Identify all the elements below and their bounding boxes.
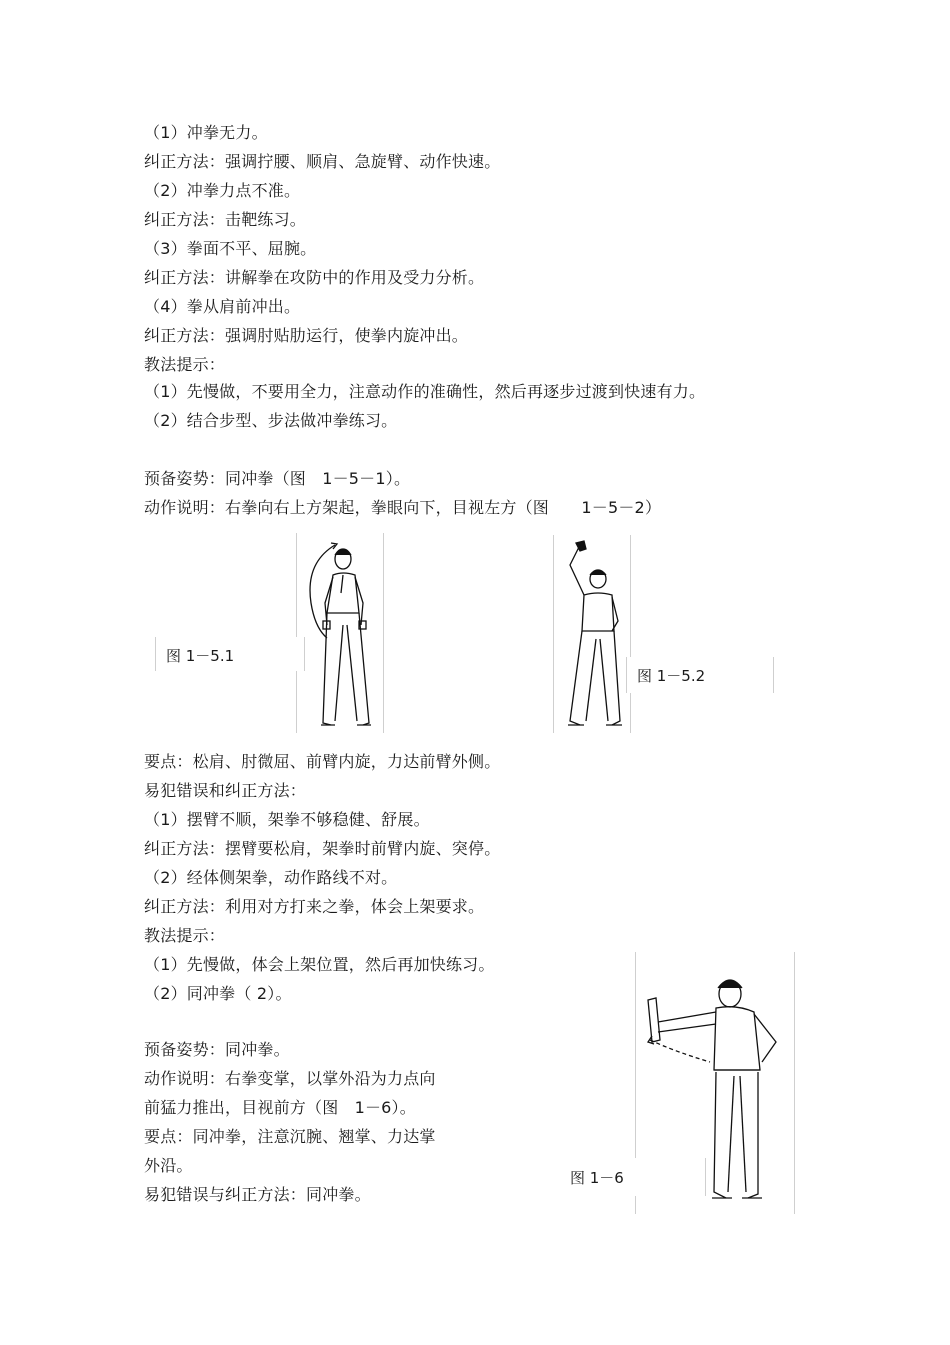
text-line: （1）先慢做，不要用全力，注意动作的准确性，然后再逐步过渡到快速有力。 bbox=[144, 382, 706, 401]
text-line: （1）摆臂不顺，架拳不够稳健、舒展。 bbox=[144, 810, 430, 829]
text-line: 纠正方法：利用对方打来之拳，体会上架要求。 bbox=[144, 897, 485, 916]
figure-caption: 图 1－5.1 bbox=[166, 647, 235, 665]
text-line: 纠正方法：摆臂要松肩，架拳时前臂内旋、突停。 bbox=[144, 839, 501, 858]
text-line: 要点：松肩、肘微屈、前臂内旋，力达前臂外侧。 bbox=[144, 752, 501, 771]
text-line: 要点：同冲拳，注意沉腕、翘掌、力达掌 bbox=[144, 1127, 436, 1146]
text-line: 动作说明：右拳变掌，以掌外沿为力点向 bbox=[144, 1069, 436, 1088]
text-line: （1）冲拳无力。 bbox=[144, 123, 268, 142]
text-line: （4）拳从肩前冲出。 bbox=[144, 297, 301, 316]
text-line: 预备姿势：同冲拳（图 1－5－1）。 bbox=[144, 469, 411, 488]
figure-caption: 图 1－6 bbox=[570, 1169, 624, 1187]
text-line: （2）结合步型、步法做冲拳练习。 bbox=[144, 411, 398, 430]
figure-1-5-2 bbox=[553, 535, 631, 733]
figure-raised-arm-block-illustration bbox=[554, 535, 630, 733]
text-line: 教法提示： bbox=[144, 926, 226, 945]
text-line: （3）拳面不平、屈腕。 bbox=[144, 239, 317, 258]
text-line: （2）冲拳力点不准。 bbox=[144, 181, 301, 200]
text-line: （2）同冲拳（ 2）。 bbox=[144, 984, 292, 1003]
text-line: 易犯错误和纠正方法： bbox=[144, 781, 307, 800]
figure-1-5-1 bbox=[296, 533, 384, 733]
text-line: 纠正方法：强调拧腰、顺肩、急旋臂、动作快速。 bbox=[144, 152, 501, 171]
text-line: 教法提示： bbox=[144, 355, 226, 374]
text-line: 前猛力推出，目视前方（图 1－6）。 bbox=[144, 1098, 416, 1117]
figure-standing-arm-swing-illustration bbox=[297, 533, 383, 733]
figure-caption: 图 1－5.2 bbox=[637, 667, 706, 685]
text-line: 外沿。 bbox=[144, 1156, 193, 1175]
text-line: 易犯错误与纠正方法：同冲拳。 bbox=[144, 1185, 371, 1204]
text-line: 纠正方法：击靶练习。 bbox=[144, 210, 307, 229]
text-line: （2）经体侧架拳，动作路线不对。 bbox=[144, 868, 398, 887]
text-line: （1）先慢做，体会上架位置，然后再加快练习。 bbox=[144, 955, 495, 974]
text-line: 纠正方法：讲解拳在攻防中的作用及受力分析。 bbox=[144, 268, 485, 287]
text-line: 动作说明：右拳向右上方架起，拳眼向下，目视左方（图 1－5－2） bbox=[144, 498, 662, 517]
text-line: 预备姿势：同冲拳。 bbox=[144, 1040, 290, 1059]
text-line: 纠正方法：强调肘贴肋运行，使拳内旋冲出。 bbox=[144, 326, 469, 345]
